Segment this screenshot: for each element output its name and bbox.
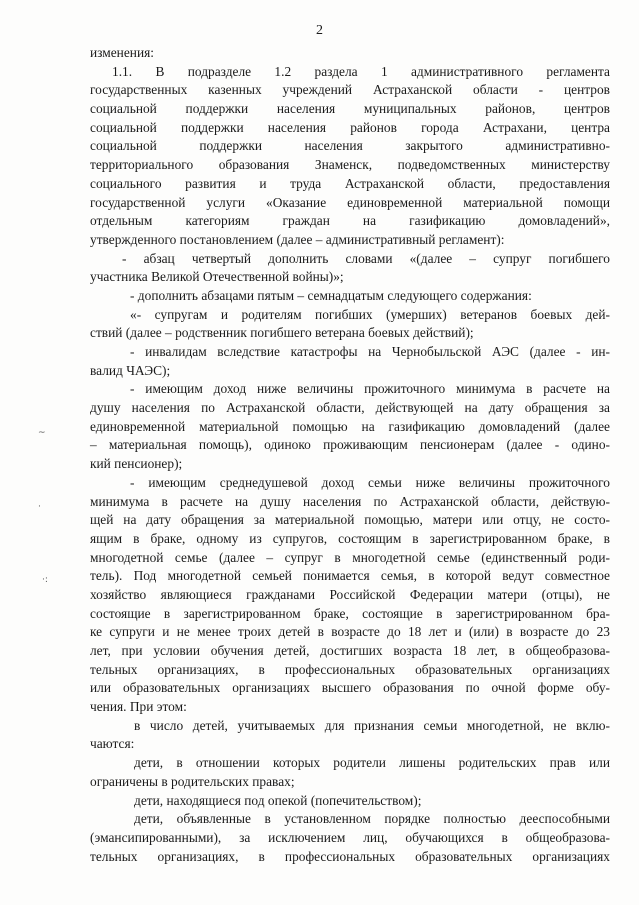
text-line: хозяйство являющиеся гражданами Российской Федерации матери (отцы), не [90, 586, 610, 602]
text-line: социальной поддержки населения районов города Астрахани, центра [90, 119, 610, 135]
page-number: 2 [316, 23, 323, 38]
text-line: изменения: [90, 45, 155, 60]
text-line: кий пенсионер); [90, 456, 183, 472]
text-line: (эмансипированными), за исключением лиц, обучающихся в общеобразова- [90, 829, 610, 845]
text-line: утвержденного постановлением (далее – административный регламент): [90, 231, 505, 247]
text-line: - абзац четвертый дополнить словами «(далее – супруг погибшего [122, 250, 610, 266]
text-line: ствий (далее – родственник погибшего ветерана боевых действий); [90, 325, 474, 341]
margin-mark: · [38, 502, 41, 512]
text-line: государственной услуги «Оказание единовременной материальной помощи [90, 194, 610, 210]
text-line: социального развития и труда Астраханской области, предоставления [90, 175, 610, 191]
text-line: минимума в расчете на душу населения по Астраханской области, действую- [90, 493, 610, 509]
text-line: социальной поддержки населения муниципальных районов, центров [90, 101, 610, 117]
text-line: ке супруги и не менее троих детей в возрасте до 18 лет и (или) в возрасте до 23 [90, 624, 610, 640]
text-line: лет, при условии обучения детей, достигших возраста 18 лет, в общеобразова- [90, 643, 610, 658]
text-line: ящим в браке, одному из супругов, состоящим в зарегистрированном браке, в [90, 530, 610, 546]
text-line: многодетной семье (далее – супруг в многодетной семье (единственный роди- [90, 549, 610, 565]
text-line: участника Великой Отечественной войны)»; [90, 269, 344, 285]
body-text [90, 44, 610, 866]
margin-mark: ~ [38, 428, 46, 438]
text-line: дети, в отношении которых родители лишены родительских прав или [134, 755, 610, 771]
text-line: дети, находящиеся под опекой (попечительством); [134, 792, 422, 808]
text-line: или образовательных организациях высшего образования по очной форме обу- [90, 680, 610, 696]
margin-mark: ·: [42, 575, 48, 585]
text-line: государственных казенных учреждений Астраханской области - центров [90, 82, 610, 98]
text-line: тельных организациях, в профессиональных образовательных организациях [90, 848, 610, 864]
text-line: дети, объявленные в установленном порядке полностью дееспособными [134, 811, 610, 827]
text-line: валид ЧАЭС); [90, 362, 171, 378]
text-line: социальной поддержки населения закрытого административно- [90, 138, 610, 154]
text-line: территориального образования Знаменск, подведомственных министерству [90, 157, 610, 173]
text-line: «- супругам и родителям погибших (умерших) ветеранов боевых дей- [130, 306, 610, 322]
text-line: - имеющим среднедушевой доход семьи ниже величины прожиточного [130, 474, 610, 490]
text-line: - дополнить абзацами пятым – семнадцатым следующего содержания: [130, 287, 532, 303]
text-line: чения. При этом: [90, 699, 187, 715]
text-line: отдельным категориям граждан на газификацию домовладений», [90, 213, 610, 229]
text-line: 1.1. В подразделе 1.2 раздела 1 административного регламента [112, 63, 610, 79]
text-line: тельных организациях, в профессиональных образовательных организациях [90, 661, 610, 677]
text-line: тель). Под многодетной семьей понимается семья, в которой ведут совместное [90, 568, 610, 584]
text-line: единовременной материальной помощью на газификацию домовладений (далее [90, 418, 610, 434]
text-line: душу населения по Астраханской области, действующей на дату обращения за [90, 400, 610, 416]
text-line: в число детей, учитываемых для признания семьи многодетной, не вклю- [134, 717, 610, 733]
text-line: чаются: [90, 736, 135, 752]
text-line: щей на дату обращения за материальной помощью, матери или отцу, не состо- [90, 512, 610, 528]
text-line: состоящие в зарегистрированном браке, состоящие в зарегистрированном бра- [90, 605, 610, 621]
text-line: - имеющим доход ниже величины прожиточного минимума в расчете на [130, 381, 610, 397]
text-line: – материальная помощь), одиноко проживающим пенсионерам (далее - одино- [90, 437, 610, 453]
text-line: - инвалидам вследствие катастрофы на Чернобыльской АЭС (далее - ин- [130, 344, 610, 359]
text-line: ограничены в родительских правах; [90, 773, 295, 789]
